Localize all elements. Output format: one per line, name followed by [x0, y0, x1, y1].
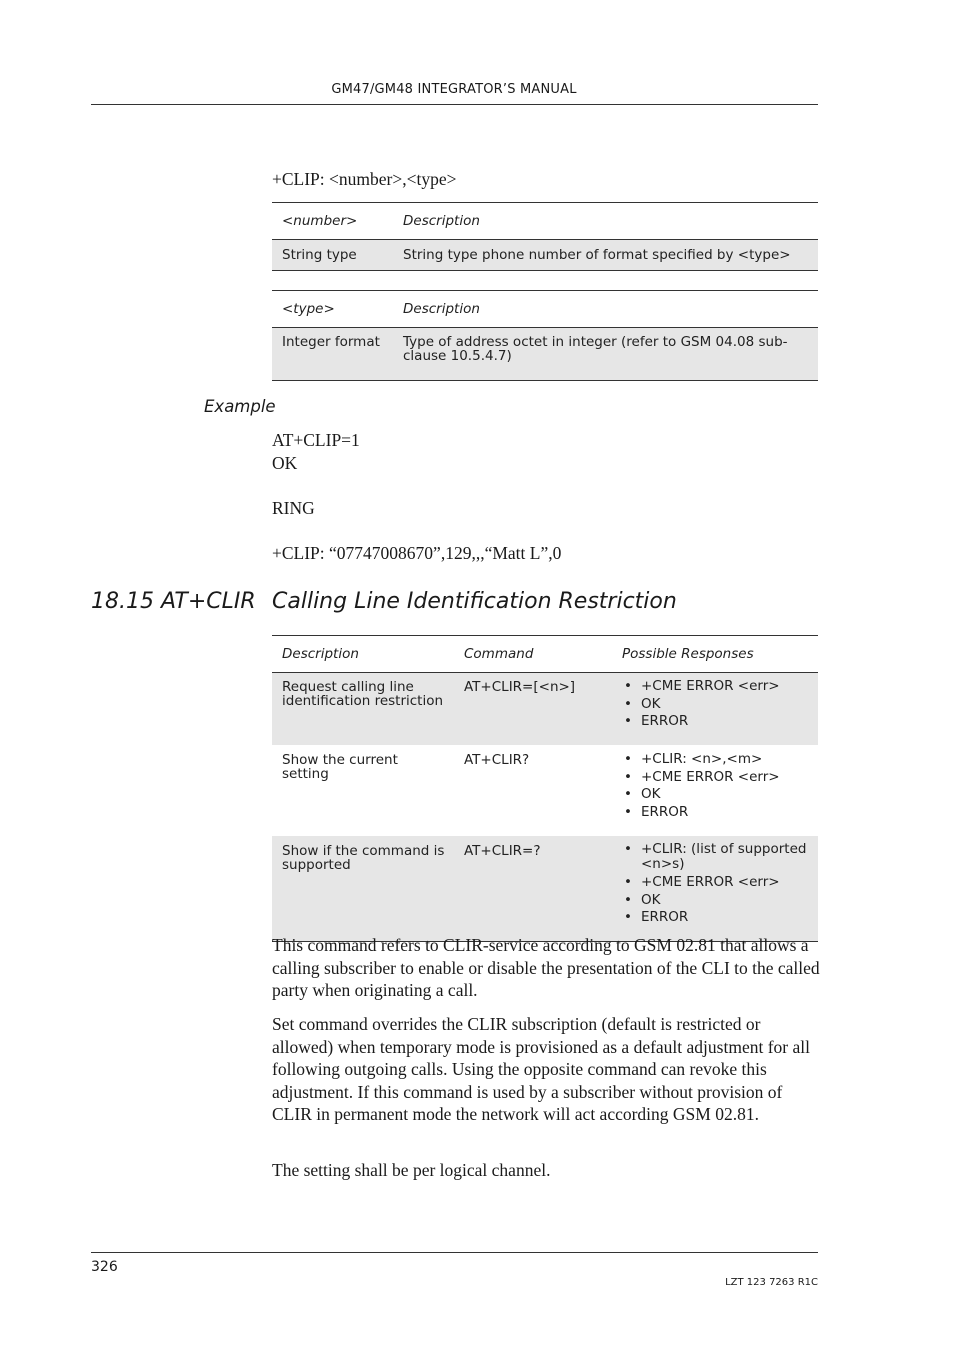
header-cell: <number>: [272, 203, 393, 240]
example-line: OK: [272, 453, 298, 473]
table-cell: AT+CLIR=?: [454, 836, 612, 942]
running-header: GM47/GM48 INTEGRATOR’S MANUAL: [331, 82, 577, 97]
responses-cell: [612, 745, 818, 836]
table-row: [272, 745, 818, 836]
table-row: [272, 240, 818, 271]
header-cell: Description: [393, 291, 818, 328]
table-row: [272, 836, 818, 942]
list-item: • +CME ERROR <err>: [622, 874, 810, 892]
list-item: • +CME ERROR <err>: [622, 769, 810, 787]
table-cell: AT+CLIR=[<n>]: [454, 673, 612, 746]
body-paragraph: This command refers to CLIR-service according to GSM 02.81 that allows a calling subscriber to enable or disable the presentation of the CLI to the called party when originating a call.: [272, 935, 820, 1001]
responses-list: [622, 842, 810, 927]
footer-rule: [91, 1252, 818, 1253]
header-cell: Description: [272, 636, 454, 673]
list-item: • ERROR: [622, 713, 810, 731]
list-item: • OK: [622, 786, 810, 804]
responses-list: [622, 751, 810, 821]
table-row: [272, 673, 818, 746]
page-number: 326: [91, 1259, 118, 1275]
body-paragraph: Set command overrides the CLIR subscription (default is restricted or allowed) when temporary mode is provisioned as a default adjustment for all following outgoing calls. Using the opposite command can revoke this adjustment. If this command is used by a subscriber without provision of CLIR in permanent mode the network will act according GSM 02.81.: [272, 1014, 810, 1125]
list-item: • OK: [622, 892, 810, 910]
table-cell: Type of address octet in integer (refer to GSM 04.08 sub-clause 10.5.4.7): [393, 328, 818, 381]
table-cell: Show the current setting: [282, 752, 398, 782]
header-rule: [91, 104, 818, 105]
table-header-row: [272, 203, 818, 240]
type-parameter-table: [272, 290, 818, 381]
example-line: AT+CLIP=1: [272, 430, 360, 450]
table-cell: String type phone number of format specified by <type>: [393, 240, 818, 271]
list-item: • ERROR: [622, 804, 810, 822]
list-item: • +CLIR: <n>,<m>: [622, 751, 810, 769]
table-header-row: [272, 636, 818, 673]
header-cell: Command: [454, 636, 612, 673]
responses-cell: [612, 673, 818, 746]
list-item: • OK: [622, 696, 810, 714]
section-title: Calling Line Identification Restriction: [272, 589, 677, 614]
number-parameter-table: [272, 202, 818, 271]
body-paragraph: The setting shall be per logical channel.: [272, 1160, 551, 1180]
command-table: [272, 635, 818, 942]
responses-list: [622, 678, 810, 731]
table-cell: Show if the command is supported: [272, 836, 454, 942]
header-cell: Possible Responses: [612, 636, 818, 673]
section-number: 18.15 AT+CLIR: [91, 589, 256, 614]
document-reference: LZT 123 7263 R1C: [725, 1277, 818, 1288]
responses-cell: [612, 836, 818, 942]
table-cell: Request calling line identification restriction: [272, 673, 454, 746]
table-row: [272, 328, 818, 381]
table-cell: String type: [272, 240, 393, 271]
example-label: Example: [204, 397, 276, 416]
table-cell: AT+CLIR?: [464, 752, 530, 768]
example-line: RING: [272, 498, 315, 518]
example-line: +CLIP: “07747008670”,129,,,“Matt L”,0: [272, 543, 562, 563]
table-cell: Integer format: [272, 328, 393, 381]
table-header-row: [272, 291, 818, 328]
response-format: +CLIP: <number>,<type>: [272, 169, 457, 189]
list-item: • ERROR: [622, 909, 810, 927]
header-cell: Description: [393, 203, 818, 240]
list-item: • +CME ERROR <err>: [622, 678, 810, 696]
header-cell: <type>: [272, 291, 393, 328]
list-item: • +CLIR: (list of supported <n>s): [622, 842, 810, 872]
